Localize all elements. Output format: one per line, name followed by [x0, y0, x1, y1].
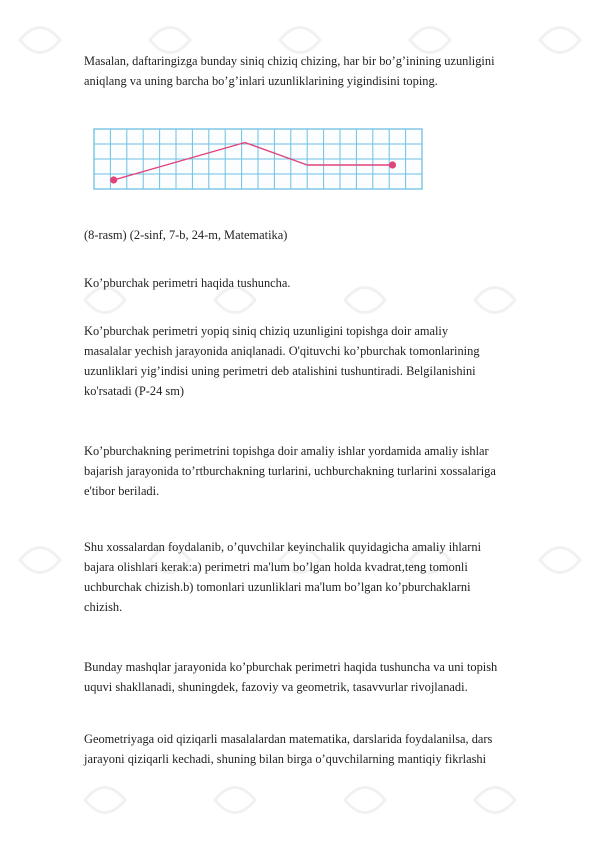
paragraph-geometry-problems: [84, 729, 554, 769]
text-line: uzunliklari yig’indisi uning perimetri deb atalishini tushuntiradi. Belgilanishini: [84, 364, 476, 378]
text-line: jarayoni qiziqarli kechadi, shuning bilan birga o’quvchilarning mantiqiy fikrlashi: [84, 752, 487, 766]
text-line: uquvi shakllanadi, shuningdek, fazoviy va geometrik, tasavvurlar rivojlanadi.: [84, 680, 468, 694]
polyline-grid-figure: [90, 127, 426, 191]
text-line: Ko’pburchak perimetri haqida tushuncha.: [84, 276, 291, 290]
text-line: chizish.: [84, 600, 123, 614]
text-line: bajarish jarayonida to’rtburchakning turlarini, uchburchakning turlarini xossalariga: [84, 464, 496, 478]
text-line: (8-rasm) (2-sinf, 7-b, 24-m, Matematika): [84, 228, 288, 242]
text-line: Ko’pburchak perimetri yopiq siniq chiziq uzunligini topishga doir amaliy: [84, 324, 449, 338]
section-heading: [84, 273, 554, 293]
paragraph-exercises: [84, 537, 554, 617]
text-line: Bunday mashqlar jarayonida ko’pburchak perimetri haqida tushuncha va uni topish: [84, 660, 498, 674]
endpoint-dot: [389, 161, 396, 168]
text-line: Masalan, daftaringizga bunday siniq chiziq chizing, har bir bo’g’inining uzunligini: [84, 54, 495, 68]
endpoint-dot: [110, 176, 117, 183]
paragraph-practical-work: [84, 441, 554, 501]
paragraph-skills: [84, 657, 554, 697]
text-line: Shu xossalardan foydalanib, o’quvchilar keyinchalik quyidagicha amaliy ihlarni: [84, 540, 482, 554]
text-line: bajara olishlari kerak:a) perimetri ma'lum bo’lgan holda kvadrat,teng tomonli: [84, 560, 468, 574]
text-line: masalalar yechish jarayonida aniqlanadi. O'qituvchi ko’pburchak tomonlarining: [84, 344, 480, 358]
paragraph-intro: [84, 51, 554, 91]
figure-caption: [84, 225, 554, 245]
text-line: ko'rsatadi (P-24 sm): [84, 384, 184, 398]
text-line: Ko’pburchakning perimetrini topishga doir amaliy ishlar yordamida amaliy ishlar: [84, 444, 489, 458]
text-line: uchburchak chizish.b) tomonlari uzunliklari ma'lum bo’lgan ko’pburchaklarni: [84, 580, 471, 594]
text-line: e'tibor beriladi.: [84, 484, 160, 498]
paragraph-perimeter-definition: [84, 321, 554, 401]
text-line: aniqlang va uning barcha bo’g’inlari uzunliklarining yigindisini toping.: [84, 74, 438, 88]
text-line: Geometriyaga oid qiziqarli masalalardan matematika, darslarida foydalanilsa, dars: [84, 732, 493, 746]
grid-paper: [94, 129, 422, 189]
